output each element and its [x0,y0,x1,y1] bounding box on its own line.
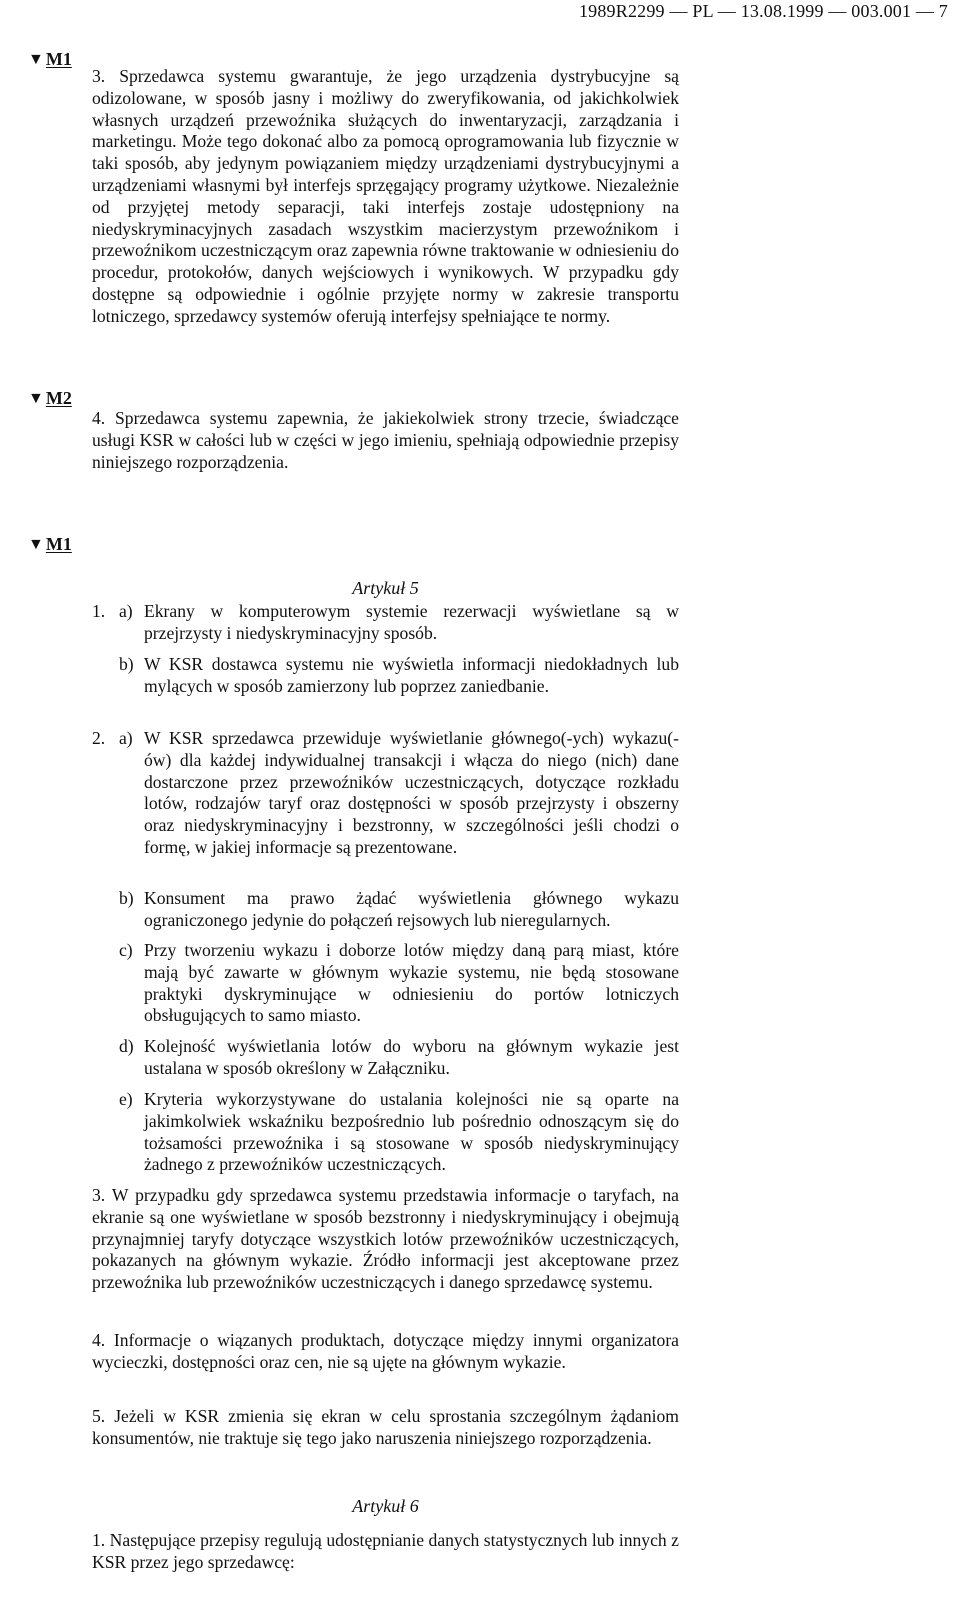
amendment-marker-label: M1 [45,49,72,69]
article-5-point-1a [92,601,679,645]
point-text: W KSR dostawca systemu nie wyświetla informacji niedokładnych lub mylących w sposób zamierzony lub poprzez zaniedbanie. [144,654,679,696]
article-5-point-2e [92,1089,679,1176]
amendment-marker-m1[interactable] [28,49,72,70]
point-letter: a) [119,728,133,748]
point-letter: b) [119,654,134,674]
point-text: Konsument ma prawo żądać wyświetlenia głównego wykazu ograniczonego jedynie do połączeń rejsowych lub nieregularnych. [144,888,679,930]
amendment-marker-label: M2 [45,388,72,408]
triangle-down-icon: ▼ [28,389,44,407]
article-6-title: Artykuł 6 [352,1496,419,1516]
article-5-point-2c [92,940,679,1027]
point-text: Kryteria wykorzystywane do ustalania kolejności nie są oparte na jakimkolwiek wskaźniku bezpośrednio lub pośrednio odnoszącym się do tożsamości przewoźnika i są stosowane w sposób niedyskryminujący żadnego z przewoźników uczestniczących. [144,1089,679,1175]
triangle-down-icon: ▼ [28,50,44,68]
point-number: 2. [92,728,106,748]
amendment-marker-m2[interactable] [28,388,72,409]
point-letter: d) [119,1036,134,1056]
amendment-marker-label: M1 [45,534,72,554]
triangle-down-icon: ▼ [28,535,44,553]
point-number: 1. [92,601,106,621]
article-5-paragraph-4: 4. Informacje o wiązanych produktach, dotyczące między innymi organizatora wycieczki, dostępności oraz cen, nie są ujęte na głównym wykazie. [92,1330,679,1372]
article-5-point-2b [92,888,679,932]
point-letter: c) [119,940,133,960]
point-letter: a) [119,601,133,621]
point-text: Przy tworzeniu wykazu i doborze lotów między daną parą miast, które mają być zawarte w głównym wykazie systemu, nie będą stosowane praktyki dyskryminujące w odniesieniu do portów lotniczych obsługujących to samo miasto. [144,940,679,1026]
article-6-paragraph-1: 1. Następujące przepisy regulują udostępnianie danych statystycznych lub innych z KSR przez jego sprzedawcę: [92,1530,679,1572]
document-reference-header: 1989R2299 — PL — 13.08.1999 — 003.001 — 7 [578,1,948,21]
article-4-paragraph-3: 3. Sprzedawca systemu gwarantuje, że jego urządzenia dystrybucyjne są odizolowane, w sposób jasny i możliwy do zweryfikowania, od jakichkolwiek własnych urządzeń przewoźnika służących do inwentaryzacji, zarządzania i marketingu. Może tego dokonać albo za pomocą oprogramowania lub fizycznie w taki sposób, aby jedynym powiązaniem między urządzeniami dystrybucyjnymi a urządzeniami własnymi był interfejs sprzęgający programy użytkowe. Niezależnie od przyjętej metody separacji, taki interfejs zostaje udostępniony na niedyskryminacyjnych zasadach wszystkim macierzystym przewoźnikom i przewoźnikom uczestniczącym oraz zapewnia równe traktowanie w odniesieniu do procedur, protokołów, danych wejściowych i wynikowych. W przypadku gdy dostępne są odpowiednie i ogólnie przyjęte normy w zakresie transportu lotniczego, sprzedawcy systemów oferują interfejsy spełniające te normy. [92,66,679,326]
amendment-marker-m1[interactable] [28,534,72,555]
article-5-point-2d [92,1036,679,1080]
article-4-paragraph-4: 4. Sprzedawca systemu zapewnia, że jakiekolwiek strony trzecie, świadczące usługi KSR w całości lub w części w jego imieniu, spełniają odpowiednie przepisy niniejszego rozporządzenia. [92,408,679,472]
article-5-paragraph-3: 3. W przypadku gdy sprzedawca systemu przedstawia informacje o taryfach, na ekranie są one wyświetlane w sposób bezstronny i niedyskryminujący i obejmują przynajmniej taryfy dotyczące wszystkich lotów przewoźników uczestniczących, pokazanych na głównym wykazie. Źródło informacji jest akceptowane przez przewoźnika lub przewoźników uczestniczących i danego sprzedawcę systemu. [92,1185,679,1293]
point-text: Ekrany w komputerowym systemie rezerwacji wyświetlane są w przejrzysty i niedyskryminacyjny sposób. [144,601,679,643]
point-text: Kolejność wyświetlania lotów do wyboru na głównym wykazie jest ustalana w sposób określony w Załączniku. [144,1036,679,1078]
point-letter: b) [119,888,134,908]
article-5-paragraph-5: 5. Jeżeli w KSR zmienia się ekran w celu sprostania szczególnym żądaniom konsumentów, nie traktuje się tego jako naruszenia niniejszego rozporządzenia. [92,1406,679,1448]
point-letter: e) [119,1089,133,1109]
article-5-point-2a [92,728,679,859]
article-5-point-1b [92,654,679,698]
article-5-title: Artykuł 5 [352,578,419,598]
point-text: W KSR sprzedawca przewiduje wyświetlanie głównego(-ych) wykazu(-ów) dla każdej indywidualnej transakcji i włącza do niego (nich) dane dostarczone przez przewoźników uczestniczących, dotyczące rozkładu lotów, rodzajów taryf oraz dostępności w sposób przejrzysty i obszerny oraz niedyskryminacyjny i bezstronny, w szczególności jeśli chodzi o formę, w jakiej informacje są prezentowane. [144,728,679,857]
